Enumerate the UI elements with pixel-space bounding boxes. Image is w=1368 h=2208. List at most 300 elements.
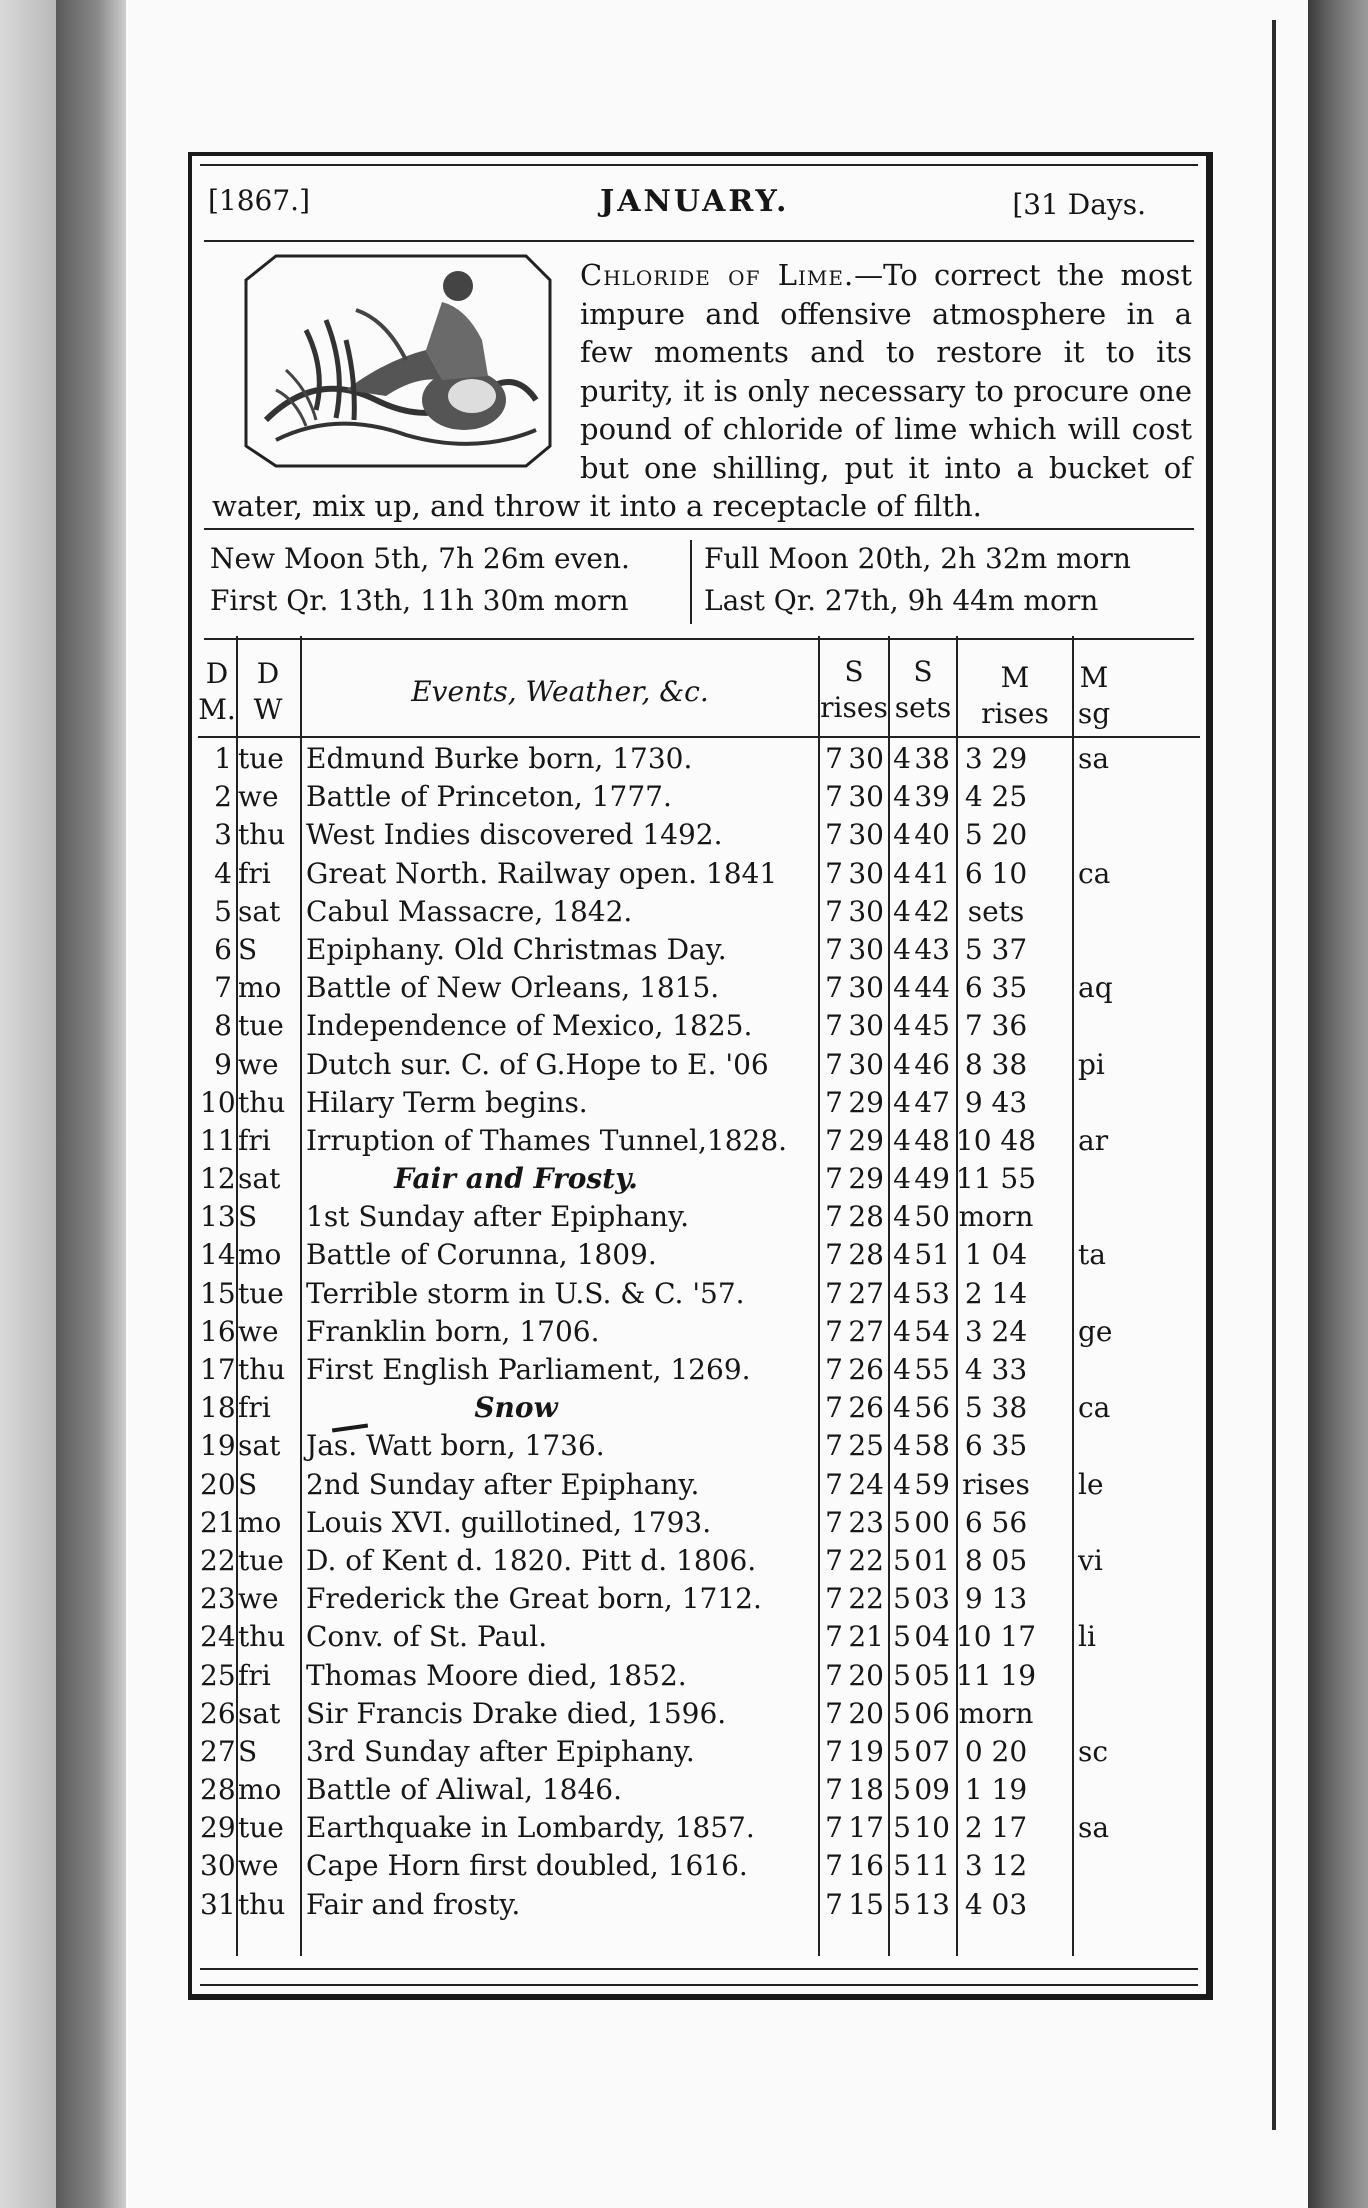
sunset-hour: 4: [893, 1085, 911, 1119]
header-dm-bottom: M.: [198, 693, 236, 726]
calendar-row: [192, 931, 1206, 969]
sunset-hour: 4: [893, 1467, 911, 1501]
moon-rise: 8 38: [964, 1047, 1028, 1081]
calendar-row: [192, 1160, 1206, 1198]
sunrise-hour: 7: [825, 780, 843, 814]
calendar-row: [192, 816, 1206, 854]
calendar-row: [192, 1122, 1206, 1160]
sunset-hour: 4: [893, 1429, 911, 1463]
day-of-month: 9: [214, 1047, 232, 1081]
day-of-month: 30: [200, 1849, 236, 1883]
sunset-minute: 43: [914, 932, 950, 966]
day-of-month: 15: [200, 1276, 236, 1310]
sunset-hour: 5: [893, 1658, 911, 1692]
moon-rise: 2 17: [964, 1811, 1028, 1845]
sunset-minute: 03: [914, 1582, 950, 1616]
sunrise-minute: 22: [848, 1543, 884, 1577]
day-of-week: tue: [238, 742, 284, 775]
moon-sign: ca: [1078, 856, 1111, 890]
moon-rise: 1 04: [964, 1238, 1028, 1272]
sunset-hour: 4: [893, 1047, 911, 1081]
calendar-row: [192, 1733, 1206, 1771]
moon-sign: le: [1078, 1467, 1104, 1501]
day-of-week: S: [238, 1467, 258, 1501]
sunrise-minute: 29: [848, 1162, 884, 1196]
sunrise-hour: 7: [825, 1200, 843, 1234]
event-text: Louis XVI. guillotined, 1793.: [306, 1505, 712, 1539]
moon-phases: [204, 528, 1194, 640]
sunset-minute: 07: [914, 1734, 950, 1768]
right-edge-shadow: [1308, 0, 1368, 2208]
moon-rise: morn: [958, 1696, 1034, 1730]
sunrise-hour: 7: [825, 1467, 843, 1501]
sunset-minute: 09: [914, 1773, 950, 1807]
sunset-minute: 54: [914, 1314, 950, 1348]
sunrise-hour: 7: [825, 856, 843, 890]
day-of-month: 20: [200, 1467, 236, 1501]
day-of-week: thu: [238, 1353, 286, 1386]
sunrise-hour: 7: [825, 894, 843, 928]
year-label: [1867.]: [208, 184, 311, 217]
sunrise-minute: 30: [848, 742, 884, 775]
moon-rise: 4 25: [964, 780, 1028, 814]
almanac-page: [188, 152, 1213, 2000]
sunrise-hour: 7: [825, 1849, 843, 1883]
sunset-minute: 56: [914, 1391, 950, 1425]
event-text: Independence of Mexico, 1825.: [306, 1009, 753, 1043]
calendar-row: [192, 1542, 1206, 1580]
day-of-month: 3: [214, 818, 232, 852]
moon-sign: sa: [1078, 1811, 1110, 1845]
header-ss-bottom: sets: [894, 691, 952, 724]
sunrise-minute: 29: [848, 1085, 884, 1119]
day-of-month: 6: [214, 932, 232, 966]
day-of-month: 14: [200, 1238, 236, 1272]
moon-sign: sc: [1078, 1734, 1109, 1768]
calendar-row: [192, 1313, 1206, 1351]
sunrise-minute: 30: [848, 971, 884, 1005]
moon-rise: 10 48: [955, 1123, 1037, 1157]
day-of-week: mo: [238, 1773, 282, 1807]
day-of-month: 31: [200, 1887, 236, 1921]
sunset-minute: 51: [914, 1238, 950, 1272]
day-of-week: fri: [238, 1123, 271, 1157]
day-of-week: fri: [238, 856, 271, 890]
event-text: Earthquake in Lombardy, 1857.: [306, 1811, 755, 1845]
sunset-hour: 4: [893, 1162, 911, 1196]
sunrise-minute: 25: [848, 1429, 884, 1463]
day-of-month: 21: [200, 1505, 236, 1539]
header-rule: [198, 736, 1200, 738]
day-of-month: 11: [200, 1123, 236, 1157]
sunset-hour: 5: [893, 1696, 911, 1730]
event-text: Sir Francis Drake died, 1596.: [306, 1696, 727, 1730]
sunset-minute: 06: [914, 1696, 950, 1730]
sunset-hour: 5: [893, 1773, 911, 1807]
event-text: Battle of New Orleans, 1815.: [306, 971, 720, 1005]
moon-rise: 10 17: [955, 1620, 1037, 1654]
event-text: 3rd Sunday after Epiphany.: [306, 1734, 695, 1768]
moon-rise: 3 24: [964, 1314, 1028, 1348]
day-of-week: tue: [238, 1811, 284, 1845]
moon-sign: ta: [1078, 1238, 1106, 1272]
moon-rise: 11 55: [955, 1162, 1037, 1196]
moon-sign: ge: [1078, 1314, 1113, 1348]
sunrise-minute: 18: [848, 1773, 884, 1807]
sunrise-hour: 7: [825, 1429, 843, 1463]
event-text: Frederick the Great born, 1712.: [306, 1582, 762, 1616]
sunrise-minute: 15: [848, 1887, 884, 1921]
calendar-rows: [192, 740, 1206, 1924]
moon-rise: 6 56: [964, 1505, 1028, 1539]
event-text: Battle of Corunna, 1809.: [306, 1238, 657, 1272]
sunrise-hour: 7: [825, 1353, 843, 1386]
header-dw-top: D: [256, 657, 280, 690]
sunrise-minute: 27: [848, 1314, 884, 1348]
sunset-hour: 4: [893, 1391, 911, 1425]
day-of-week: mo: [238, 1505, 282, 1539]
day-of-week: we: [238, 780, 279, 814]
sunset-hour: 4: [893, 1314, 911, 1348]
sunset-hour: 4: [893, 1353, 911, 1386]
sunrise-hour: 7: [825, 1620, 843, 1654]
day-of-month: 24: [200, 1620, 236, 1654]
sunset-hour: 5: [893, 1887, 911, 1921]
sunrise-hour: 7: [825, 932, 843, 966]
calendar-row: [192, 893, 1206, 931]
sunrise-minute: 27: [848, 1276, 884, 1310]
sunrise-hour: 7: [825, 742, 843, 775]
sunrise-minute: 17: [848, 1811, 884, 1845]
day-of-month: 1: [214, 742, 232, 775]
moon-rise: 7 36: [964, 1009, 1028, 1043]
sunset-hour: 4: [893, 818, 911, 852]
moon-rise: 0 20: [964, 1734, 1028, 1768]
day-of-month: 23: [200, 1582, 236, 1616]
header-sr-bottom: rises: [820, 691, 888, 724]
header-moon-rises: [958, 660, 1072, 732]
header-ms-bottom: sg: [1077, 697, 1111, 730]
event-text: Jas. Watt born, 1736.: [306, 1429, 605, 1463]
sunset-hour: 4: [893, 742, 911, 775]
first-quarter: First Qr. 13th, 11h 30m morn: [210, 584, 629, 617]
day-of-week: we: [238, 1047, 279, 1081]
event-text: Great North. Railway open. 1841: [306, 856, 778, 890]
header-sun-rises: [820, 654, 888, 726]
sunrise-minute: 23: [848, 1505, 884, 1539]
sunset-hour: 5: [893, 1811, 911, 1845]
event-text: Fair and Frosty.: [394, 1162, 638, 1196]
moon-phases-left: [210, 538, 630, 622]
sunrise-hour: 7: [825, 1314, 843, 1348]
sunrise-hour: 7: [825, 1773, 843, 1807]
day-of-week: fri: [238, 1391, 271, 1425]
calendar-row: [192, 1236, 1206, 1274]
day-of-month: 29: [200, 1811, 236, 1845]
sunrise-hour: 7: [825, 1009, 843, 1043]
calendar-row: [192, 1084, 1206, 1122]
sunrise-hour: 7: [825, 1391, 843, 1425]
moon-rise: 11 19: [955, 1658, 1037, 1692]
sunset-hour: 4: [893, 780, 911, 814]
sunset-minute: 47: [914, 1085, 950, 1119]
day-of-week: we: [238, 1582, 279, 1616]
moon-rise: 2 14: [964, 1276, 1028, 1310]
sunset-hour: 4: [893, 932, 911, 966]
calendar-row: [192, 1771, 1206, 1809]
page-fold: [56, 0, 126, 2208]
event-text: 1st Sunday after Epiphany.: [306, 1200, 690, 1234]
header-dw-bottom: W: [253, 693, 283, 726]
sunset-minute: 59: [914, 1467, 950, 1501]
moon-rise: 5 38: [964, 1391, 1028, 1425]
event-text: Franklin born, 1706.: [306, 1314, 600, 1348]
calendar-table: [192, 636, 1206, 1976]
moon-rise: 6 35: [964, 1429, 1028, 1463]
calendar-row: [192, 969, 1206, 1007]
day-of-week: S: [238, 1200, 258, 1234]
day-of-week: we: [238, 1849, 279, 1883]
sunrise-minute: 28: [848, 1238, 884, 1272]
header-ss-top: S: [913, 655, 933, 688]
sunset-minute: 46: [914, 1047, 950, 1081]
day-of-month: 22: [200, 1543, 236, 1577]
day-of-month: 27: [200, 1734, 236, 1768]
sunset-minute: 41: [914, 856, 950, 890]
day-of-week: tue: [238, 1543, 284, 1577]
header-dm-top: D: [205, 657, 229, 690]
calendar-row: [192, 1427, 1206, 1465]
sunset-hour: 5: [893, 1543, 911, 1577]
sunrise-hour: 7: [825, 1505, 843, 1539]
calendar-row: [192, 1351, 1206, 1389]
day-of-week: sat: [238, 1429, 281, 1463]
sunrise-minute: 20: [848, 1696, 884, 1730]
event-text: West Indies discovered 1492.: [306, 818, 723, 852]
sunset-hour: 4: [893, 1123, 911, 1157]
sunrise-hour: 7: [825, 1162, 843, 1196]
moon-rise: sets: [967, 894, 1025, 928]
day-of-month: 2: [214, 780, 232, 814]
sunrise-minute: 30: [848, 932, 884, 966]
sunset-minute: 39: [914, 780, 950, 814]
day-of-month: 25: [200, 1658, 236, 1692]
sunrise-minute: 22: [848, 1582, 884, 1616]
day-of-week: mo: [238, 1238, 282, 1272]
moon-rise: 4 33: [964, 1353, 1028, 1386]
moon-rise: 6 35: [964, 971, 1028, 1005]
moon-phases-right: [704, 538, 1131, 622]
sunrise-minute: 30: [848, 780, 884, 814]
day-of-month: 19: [200, 1429, 236, 1463]
calendar-row: [192, 1886, 1206, 1924]
sunrise-minute: 16: [848, 1849, 884, 1883]
sunset-minute: 11: [914, 1849, 950, 1883]
full-moon: Full Moon 20th, 2h 32m morn: [704, 542, 1131, 575]
calendar-row: [192, 1007, 1206, 1045]
header-events: Events, Weather, &c.: [411, 675, 709, 708]
calendar-row: [192, 855, 1206, 893]
last-quarter: Last Qr. 27th, 9h 44m morn: [704, 584, 1099, 617]
calendar-row: [192, 1657, 1206, 1695]
sunrise-hour: 7: [825, 1085, 843, 1119]
day-of-month: 18: [200, 1391, 236, 1425]
event-text: Cape Horn first doubled, 1616.: [306, 1849, 748, 1883]
sunrise-minute: 30: [848, 1047, 884, 1081]
event-text: D. of Kent d. 1820. Pitt d. 1806.: [306, 1543, 757, 1577]
day-of-month: 7: [214, 971, 232, 1005]
event-text: Hilary Term begins.: [306, 1085, 588, 1119]
moon-rise: 9 43: [964, 1085, 1028, 1119]
sunrise-minute: 29: [848, 1123, 884, 1157]
moon-sign: ca: [1078, 1391, 1111, 1425]
sunrise-hour: 7: [825, 1582, 843, 1616]
event-text: Conv. of St. Paul.: [306, 1620, 548, 1654]
chloride-note: [212, 256, 1192, 526]
moon-sign: vi: [1078, 1543, 1103, 1577]
day-of-week: sat: [238, 1696, 281, 1730]
day-of-week: thu: [238, 1887, 286, 1921]
event-text: Dutch sur. C. of G.Hope to E. '06: [306, 1047, 769, 1081]
sunrise-minute: 30: [848, 818, 884, 852]
sunrise-minute: 26: [848, 1353, 884, 1386]
sunrise-minute: 26: [848, 1391, 884, 1425]
sunrise-minute: 28: [848, 1200, 884, 1234]
calendar-row: [192, 1389, 1206, 1427]
event-text: Battle of Aliwal, 1846.: [306, 1773, 623, 1807]
sunrise-hour: 7: [825, 1047, 843, 1081]
header-moon-sign: [1074, 660, 1114, 732]
sunset-hour: 4: [893, 1009, 911, 1043]
header-mr-top: M: [1000, 661, 1030, 694]
day-of-month: 10: [200, 1085, 236, 1119]
sunset-hour: 4: [893, 1276, 911, 1310]
event-text: First English Parliament, 1269.: [306, 1353, 751, 1386]
calendar-row: [192, 778, 1206, 816]
day-of-month: 26: [200, 1696, 236, 1730]
day-of-month: 28: [200, 1773, 236, 1807]
header-day-month: [198, 656, 236, 728]
sunset-hour: 5: [893, 1505, 911, 1539]
sunrise-hour: 7: [825, 1658, 843, 1692]
moon-sign: aq: [1078, 971, 1113, 1005]
binding-shadow: [0, 0, 56, 2208]
moon-rise: morn: [958, 1200, 1034, 1234]
event-text: Terrible storm in U.S. & C. '57.: [306, 1276, 745, 1310]
footer-rule: [200, 1968, 1198, 1970]
calendar-row: [192, 1466, 1206, 1504]
day-of-week: tue: [238, 1009, 284, 1043]
sunrise-hour: 7: [825, 1734, 843, 1768]
header-day-week: [238, 656, 298, 728]
calendar-row: [192, 740, 1206, 778]
moon-divider: [690, 540, 692, 624]
sunset-minute: 44: [914, 971, 950, 1005]
header-rule: [204, 240, 1194, 242]
sunset-minute: 10: [914, 1811, 950, 1845]
calendar-row: [192, 1198, 1206, 1236]
note-title: Chloride of Lime.: [580, 258, 855, 292]
day-of-week: thu: [238, 1620, 286, 1654]
moon-rise: 5 20: [964, 818, 1028, 852]
sunset-hour: 4: [893, 894, 911, 928]
day-of-month: 13: [200, 1200, 236, 1234]
header-mr-bottom: rises: [981, 697, 1049, 730]
sunset-minute: 38: [914, 742, 950, 775]
sunset-minute: 53: [914, 1276, 950, 1310]
day-of-week: S: [238, 1734, 258, 1768]
sunset-minute: 00: [914, 1505, 950, 1539]
sunrise-hour: 7: [825, 1887, 843, 1921]
sunset-hour: 5: [893, 1620, 911, 1654]
illustration-spacer: [212, 256, 580, 486]
sunrise-hour: 7: [825, 1123, 843, 1157]
sunrise-minute: 20: [848, 1658, 884, 1692]
moon-rise: 3 29: [964, 742, 1028, 775]
day-of-week: thu: [238, 1085, 286, 1119]
header-sr-top: S: [844, 655, 864, 688]
sunrise-minute: 19: [848, 1734, 884, 1768]
sunrise-minute: 30: [848, 1009, 884, 1043]
moon-rise: 9 13: [964, 1582, 1028, 1616]
calendar-row: [192, 1847, 1206, 1885]
sunrise-hour: 7: [825, 971, 843, 1005]
day-of-week: thu: [238, 818, 286, 852]
sunset-minute: 42: [914, 894, 950, 928]
day-of-month: 4: [214, 856, 232, 890]
moon-rise: 6 10: [964, 856, 1028, 890]
moon-sign: ar: [1078, 1123, 1109, 1157]
sunrise-hour: 7: [825, 1543, 843, 1577]
calendar-row: [192, 1695, 1206, 1733]
event-text: 2nd Sunday after Epiphany.: [306, 1467, 700, 1501]
moon-rise: 5 37: [964, 932, 1028, 966]
day-of-month: 8: [214, 1009, 232, 1043]
event-text: Epiphany. Old Christmas Day.: [306, 932, 727, 966]
sunset-minute: 48: [914, 1123, 950, 1157]
calendar-row: [192, 1580, 1206, 1618]
new-moon: New Moon 5th, 7h 26m even.: [210, 542, 630, 575]
sunrise-minute: 30: [848, 856, 884, 890]
sunset-minute: 40: [914, 818, 950, 852]
moon-rise: 3 12: [964, 1849, 1028, 1883]
header-sun-sets: [890, 654, 956, 726]
sunrise-hour: 7: [825, 1238, 843, 1272]
event-text: Irruption of Thames Tunnel,1828.: [306, 1123, 788, 1157]
days-count: [31 Days.: [1012, 188, 1146, 221]
calendar-row: [192, 1618, 1206, 1656]
sunset-minute: 49: [914, 1162, 950, 1196]
moon-rise: 8 05: [964, 1543, 1028, 1577]
sunset-hour: 4: [893, 856, 911, 890]
sunset-hour: 4: [893, 1238, 911, 1272]
moon-rise: 1 19: [964, 1773, 1028, 1807]
sunset-minute: 58: [914, 1429, 950, 1463]
sunset-minute: 50: [914, 1200, 950, 1234]
note-body: —To correct the most impure and offensive atmosphere in a few moments and to restore it to its purity, it is only necessary to procure one pound of chloride of lime which will cost but one shilling, put it into a bucket of water, mix up, and throw it into a receptacle of filth.: [212, 258, 1192, 523]
event-text: Battle of Princeton, 1777.: [306, 780, 672, 814]
sunrise-hour: 7: [825, 1696, 843, 1730]
header-ms-top: M: [1079, 661, 1109, 694]
calendar-row: [192, 1809, 1206, 1847]
moon-rise: 4 03: [964, 1887, 1028, 1921]
event-text: Edmund Burke born, 1730.: [306, 742, 693, 775]
event-text: Snow: [474, 1391, 558, 1425]
day-of-week: we: [238, 1314, 279, 1348]
calendar-row: [192, 1046, 1206, 1084]
sunset-hour: 5: [893, 1849, 911, 1883]
sunset-hour: 5: [893, 1734, 911, 1768]
